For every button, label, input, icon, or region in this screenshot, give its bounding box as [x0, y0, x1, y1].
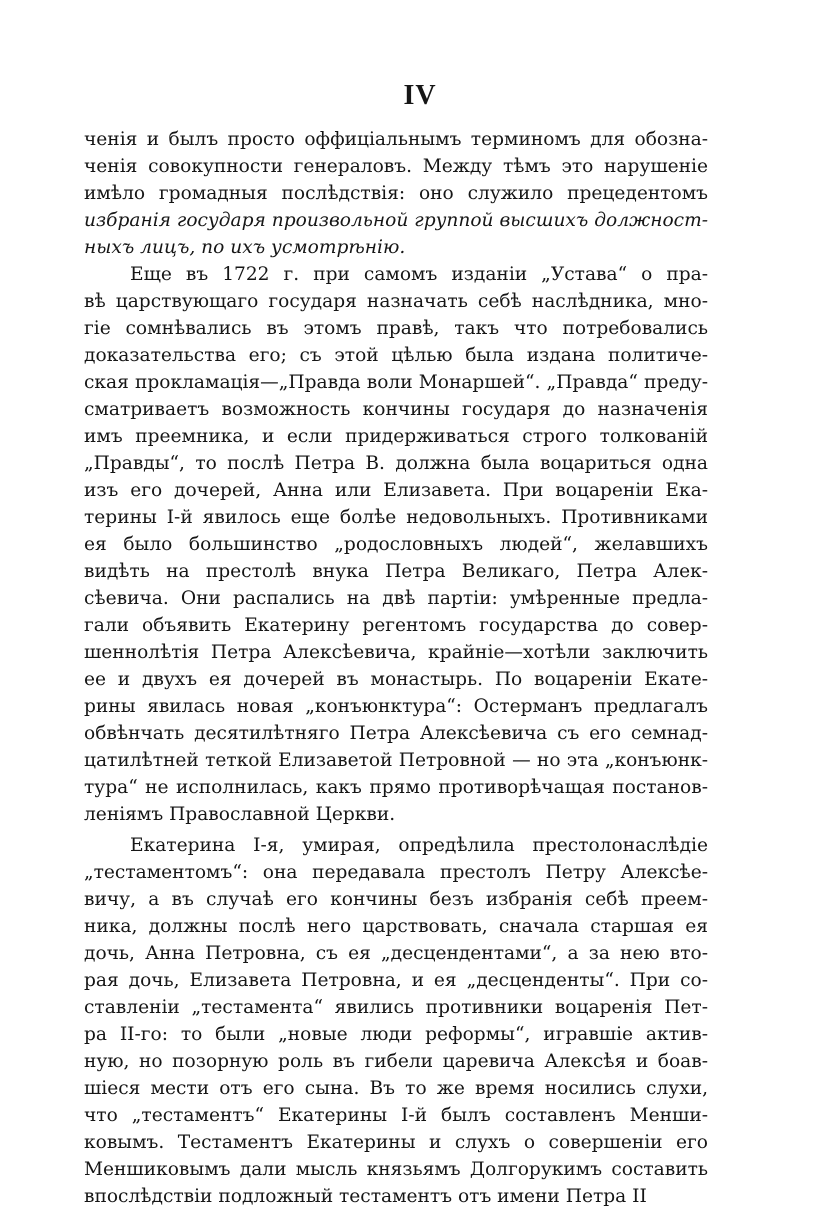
text-run: рины явилась новая „конъюнктура“: Остерманъ предлагалъ: [84, 696, 708, 717]
text-line: [84, 1156, 708, 1183]
text-line: [84, 940, 708, 967]
text-run: видѣть на престолѣ внука Петра Великаго, Петра Алек-: [84, 561, 708, 582]
text-line: [84, 1183, 708, 1210]
text-run: имъ преемника, и если придерживаться строго толкованій: [84, 426, 708, 447]
text-line: [84, 504, 708, 531]
text-run: ее и двухъ ея дочерей въ монастырь. По воцареніи Екате-: [84, 669, 708, 690]
text-line: [84, 1048, 708, 1075]
text-run: ея было большинство „родословныхъ людей“, желавшихъ: [84, 534, 708, 555]
text-run: имѣло громадныя послѣдствія: оно служило прецедентомъ: [84, 183, 708, 204]
text-line: [84, 913, 708, 940]
text-line: [84, 234, 708, 261]
page-number: IV: [403, 80, 437, 111]
text-line: [84, 450, 708, 477]
text-run: впослѣдствіи подложный тестаментъ отъ имени Петра II: [84, 1186, 647, 1207]
text-line: [84, 1075, 708, 1102]
text-run: ныхъ лицъ, по ихъ усмотрѣнію.: [84, 237, 406, 258]
text-line: [84, 639, 708, 666]
text-run: ную, но позорную роль въ гибели царевича Алексѣя и боав-: [84, 1051, 708, 1072]
text-run: дочь, Анна Петровна, съ ея „десцендентами“, а за нею вто-: [84, 943, 708, 964]
text-run: тура“ не исполнилась, какъ прямо противорѣчащая постанов-: [84, 777, 708, 798]
paragraph: [84, 126, 708, 261]
text-run: „Правды“, то послѣ Петра В. должна была воцариться одна: [84, 453, 708, 474]
text-run: что „тестаментъ“ Екатерины I-й былъ составленъ Менши-: [84, 1105, 708, 1126]
text-run: ника, должны послѣ него царствовать, сначала старшая ея: [84, 916, 708, 937]
text-run: гіе сомнѣвались въ этомъ правѣ, такъ что потребовались: [84, 318, 708, 339]
text-line: [84, 558, 708, 585]
text-line: [84, 288, 708, 315]
text-line: [84, 801, 708, 828]
text-line: [84, 423, 708, 450]
text-run: сматриваетъ возможность кончины государя до назначенія: [84, 399, 708, 420]
text-run: гали объявить Екатерину регентомъ государства до совер-: [84, 615, 708, 636]
text-run: сѣевича. Они распались на двѣ партіи: умѣренные предла-: [84, 588, 708, 609]
text-run: вичу, а въ случаѣ его кончины безъ избранія себѣ преем-: [84, 889, 708, 910]
text-run: обвѣнчать десятилѣтняго Петра Алексѣевича съ его семнад-: [84, 723, 708, 744]
paragraph: [84, 832, 708, 1210]
text-line: [84, 967, 708, 994]
text-line: [84, 693, 708, 720]
text-line: [84, 207, 708, 234]
text-line: [84, 612, 708, 639]
text-line: [84, 261, 708, 288]
text-line: [84, 1102, 708, 1129]
text-run: избранія государя произвольной группой высшихъ должност-: [84, 210, 708, 231]
text-run: ская прокламація—„Правда воли Монаршей“. „Правда“ преду-: [84, 372, 708, 393]
text-line: [84, 1021, 708, 1048]
text-line: [84, 585, 708, 612]
text-run: вѣ царствующаго государя назначать себѣ наслѣдника, мно-: [84, 291, 708, 312]
text-run: цатилѣтней теткой Елизаветой Петровной — но эта „конъюнк-: [84, 750, 708, 771]
text-line: [84, 315, 708, 342]
text-run: ченія и былъ просто оффиціальнымъ терминомъ для обозна-: [84, 129, 708, 150]
text-line: [84, 1129, 708, 1156]
text-run: ковымъ. Тестаментъ Екатерины и слухъ о совершеніи его: [84, 1132, 708, 1153]
text-run: Еще въ 1722 г. при самомъ изданіи „Устава“ о пра-: [130, 264, 708, 285]
text-line: [84, 477, 708, 504]
text-run: леніямъ Православной Церкви.: [84, 804, 396, 825]
text-line: [84, 180, 708, 207]
text-line: [84, 859, 708, 886]
text-line: [84, 126, 708, 153]
body-text: [84, 126, 708, 1210]
text-line: [84, 832, 708, 859]
text-line: [84, 720, 708, 747]
text-run: доказательства его; съ этой цѣлью была издана политиче-: [84, 345, 708, 366]
text-line: [84, 774, 708, 801]
text-run: шіеся мести отъ его сына. Въ то же время носились слухи,: [84, 1078, 708, 1099]
text-line: [84, 747, 708, 774]
text-run: ченія совокупности генераловъ. Между тѣмъ это нарушеніе: [84, 156, 708, 177]
text-line: [84, 886, 708, 913]
text-line: [84, 342, 708, 369]
text-line: [84, 531, 708, 558]
text-line: [84, 369, 708, 396]
text-line: [84, 396, 708, 423]
text-run: „тестаментомъ“: она передавала престолъ Петру Алексѣе-: [84, 862, 708, 883]
text-run: Екатерина I-я, умирая, опредѣлила престолонаслѣдіе: [130, 835, 708, 856]
text-run: ра II-го: то были „новые люди реформы“, игравшіе актив-: [84, 1024, 708, 1045]
text-run: рая дочь, Елизавета Петровна, и ея „десценденты“. При со-: [84, 970, 708, 991]
text-run: изъ его дочерей, Анна или Елизавета. При воцареніи Ека-: [84, 480, 708, 501]
text-line: [84, 994, 708, 1021]
text-run: шеннолѣтія Петра Алексѣевича, крайніе—хотѣли заключить: [84, 642, 708, 663]
text-run: Меншиковымъ дали мысль князьямъ Долгорукимъ составить: [84, 1159, 708, 1180]
paragraph: [84, 261, 708, 828]
text-line: [84, 666, 708, 693]
text-run: ставленіи „тестамента“ явились противники воцаренія Пет-: [84, 997, 708, 1018]
text-run: терины I-й явилось еще болѣе недовольныхъ. Противниками: [84, 507, 708, 528]
text-line: [84, 153, 708, 180]
